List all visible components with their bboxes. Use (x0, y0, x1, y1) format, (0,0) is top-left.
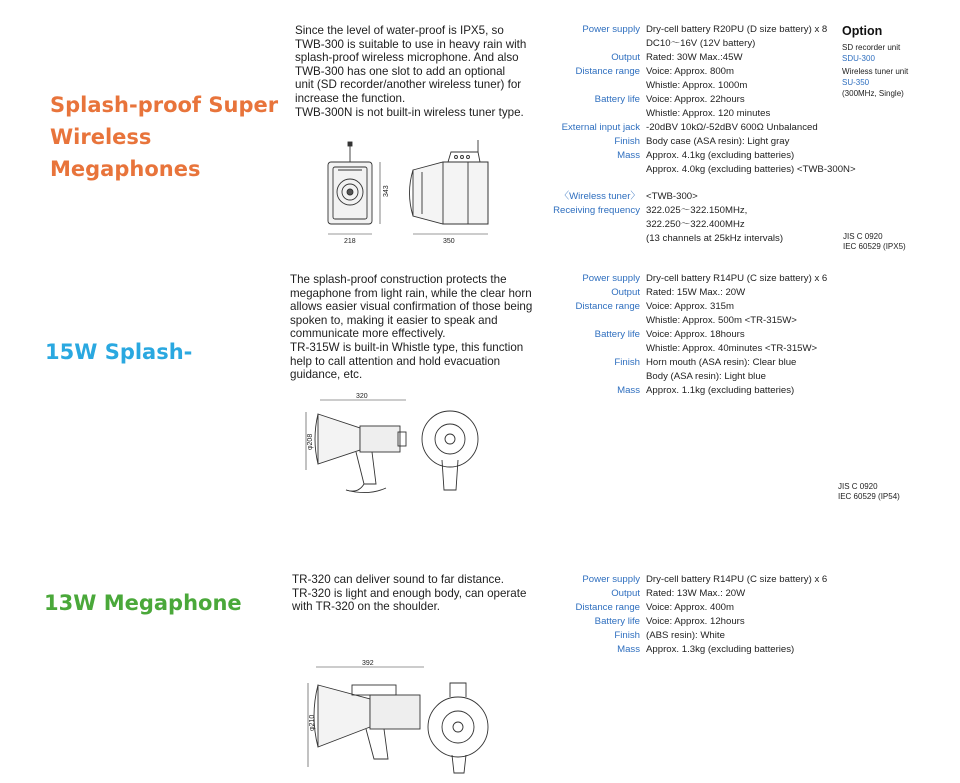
title-line: Megaphones (50, 157, 201, 181)
description-line: TWB-300N is not built-in wireless tuner type. (295, 105, 524, 119)
spec-value: Voice: Approx. 12hours (646, 616, 745, 627)
spec-value: Whistle: Approx. 1000m (646, 80, 748, 91)
spec-value: Body case (ASA resin): Light gray (646, 136, 790, 147)
spec-row (545, 135, 856, 149)
spec-value: Approx. 4.1kg (excluding batteries) (646, 150, 795, 161)
spec-value: 322.250～322.400MHz (646, 219, 745, 230)
specs-twb300 (545, 23, 856, 177)
spec-row (545, 356, 827, 384)
title-line: Splash-proof Super (50, 93, 279, 117)
spec-label: 〈Wireless tuner〉 (559, 191, 640, 202)
spec-label: Receiving frequency (553, 205, 640, 216)
spec-row (545, 149, 856, 177)
description-line: TR-320 is light and enough body, can operate (292, 586, 527, 600)
spec-label: Power supply (582, 24, 640, 35)
option-note: (300MHz, Single) (842, 89, 904, 98)
spec-value: Approx. 4.0kg (excluding batteries) <TWB-300N> (646, 164, 856, 175)
spec-label: Power supply (582, 273, 640, 284)
description-line: TWB-300 has one slot to add an optional (295, 64, 506, 78)
spec-label: Output (611, 287, 640, 298)
spec-value: Approx. 1.3kg (excluding batteries) (646, 644, 795, 655)
spec-label: Finish (614, 630, 640, 641)
dim-label: φ208 (307, 433, 314, 450)
description-line: with TR-320 on the shoulder. (292, 600, 441, 614)
description-line: splash-proof wireless microphone. And also (295, 51, 519, 65)
spec-value: Rated: 13W Max.: 20W (646, 588, 746, 599)
product-title-tr315w (45, 336, 192, 368)
description-line: communicate more effectively. (290, 327, 446, 341)
spec-row (545, 384, 827, 398)
spec-value: Body (ASA resin): Light blue (646, 371, 766, 382)
spec-label: External input jack (561, 122, 640, 133)
spec-row (545, 601, 827, 615)
spec-value: Voice: Approx. 800m (646, 66, 734, 77)
description-line: guidance, etc. (290, 368, 363, 382)
dim-label: 218 (344, 238, 356, 245)
spec-label: Distance range (575, 301, 640, 312)
description-line: increase the function. (295, 91, 406, 105)
tr315w-drawing (298, 392, 498, 500)
tr320-drawing (300, 655, 500, 775)
spec-value: DC10～16V (12V battery) (646, 38, 756, 49)
spec-value: Dry-cell battery R14PU (C size battery) x 6 (646, 273, 828, 284)
spec-row (545, 190, 783, 204)
spec-label: Distance range (575, 66, 640, 77)
description-line: TR-315W is built-in Whistle type, this function (290, 340, 524, 354)
spec-value: -20dBV 10kΩ/-52dBV 600Ω Unbalanced (646, 122, 818, 133)
description-line: megaphone from light rain, while the clear horn (290, 286, 532, 300)
tuner-specs-twb300 (545, 190, 783, 246)
spec-row (545, 300, 827, 328)
standard-line: IEC 60529 (IPX5) (843, 242, 906, 251)
spec-label: Finish (614, 136, 640, 147)
spec-label: Battery life (594, 616, 640, 627)
spec-value: 322.025～322.150MHz, (646, 205, 748, 216)
description-tr315w (290, 273, 552, 382)
spec-label: Power supply (582, 574, 640, 585)
standards-twb300 (843, 232, 906, 252)
standard-line: JIS C 0920 (843, 232, 883, 241)
dim-label: 350 (443, 238, 455, 245)
product-title-tr320 (44, 587, 242, 619)
title-line: Wireless (50, 125, 152, 149)
spec-label: Battery life (594, 94, 640, 105)
spec-label: Finish (614, 357, 640, 368)
spec-row (545, 204, 783, 246)
dim-label: 320 (356, 393, 368, 400)
standard-line: JIS C 0920 (838, 482, 878, 491)
spec-label: Battery life (594, 329, 640, 340)
spec-row (545, 121, 856, 135)
spec-value: Whistle: Approx. 120 minutes (646, 108, 771, 119)
option-code: SU-350 (842, 78, 870, 87)
spec-value: Whistle: Approx. 40minutes <TR-315W> (646, 343, 818, 354)
option-name: SD recorder unit (842, 43, 901, 52)
option-box (842, 23, 908, 99)
dim-label: 343 (383, 185, 390, 197)
spec-value: (ABS resin): White (646, 630, 725, 641)
option-name: Wireless tuner unit (842, 67, 909, 76)
spec-row (545, 643, 827, 657)
spec-label: Mass (617, 644, 640, 655)
standard-line: IEC 60529 (IP54) (838, 492, 900, 501)
spec-row (545, 573, 827, 587)
spec-value: Voice: Approx. 18hours (646, 329, 745, 340)
spec-row (545, 629, 827, 643)
spec-value: Whistle: Approx. 500m <TR-315W> (646, 315, 797, 326)
spec-label: Mass (617, 385, 640, 396)
spec-label: Output (611, 588, 640, 599)
spec-value: Dry-cell battery R14PU (C size battery) x 6 (646, 574, 828, 585)
specs-tr320 (545, 573, 827, 657)
description-line: help to call attention and hold evacuation (290, 354, 501, 368)
spec-row (545, 51, 856, 65)
spec-row (545, 23, 856, 51)
title-line: 15W Splash- (45, 340, 193, 364)
dim-label: φ210 (309, 714, 316, 731)
spec-row (545, 328, 827, 356)
spec-value: (13 channels at 25kHz intervals) (646, 233, 784, 244)
option-code: SDU-300 (842, 54, 875, 63)
spec-row (545, 272, 827, 286)
dim-label: 392 (362, 660, 374, 667)
description-line: spoken to, making it easier to speak and (290, 313, 498, 327)
spec-label: Mass (617, 150, 640, 161)
spec-row (545, 65, 856, 93)
description-line: Since the level of water-proof is IPX5, so (295, 24, 504, 37)
description-tr320 (292, 573, 547, 614)
description-line: TR-320 can deliver sound to far distance. (292, 573, 505, 586)
spec-value: Voice: Approx. 400m (646, 602, 734, 613)
spec-value: Voice: Approx. 22hours (646, 94, 745, 105)
description-line: The splash-proof construction protects the (290, 273, 507, 286)
specs-tr315w (545, 272, 827, 398)
spec-value: Horn mouth (ASA resin): Clear blue (646, 357, 797, 368)
spec-value: <TWB-300> (646, 191, 698, 202)
spec-row (545, 93, 856, 121)
spec-value: Rated: 15W Max.: 20W (646, 287, 746, 298)
description-line: TWB-300 is suitable to use in heavy rain with (295, 37, 527, 51)
spec-label: Distance range (575, 602, 640, 613)
spec-row (545, 286, 827, 300)
spec-value: Rated: 30W Max.:45W (646, 52, 743, 63)
standards-tr315w (838, 482, 900, 502)
spec-value: Dry-cell battery R20PU (D size battery) x 8 (646, 24, 828, 35)
spec-value: Approx. 1.1kg (excluding batteries) (646, 385, 795, 396)
twb300-drawing (318, 140, 518, 245)
description-twb300 (295, 24, 550, 119)
description-line: allows easier visual confirmation of those being (290, 300, 533, 314)
title-line: 13W Megaphone (44, 591, 242, 615)
spec-label: Output (611, 52, 640, 63)
spec-value: Voice: Approx. 315m (646, 301, 734, 312)
spec-row (545, 587, 827, 601)
spec-row (545, 615, 827, 629)
option-heading: Option (842, 24, 883, 38)
product-title-twb300 (50, 89, 278, 185)
description-line: unit (SD recorder/another wireless tuner) for (295, 78, 522, 92)
